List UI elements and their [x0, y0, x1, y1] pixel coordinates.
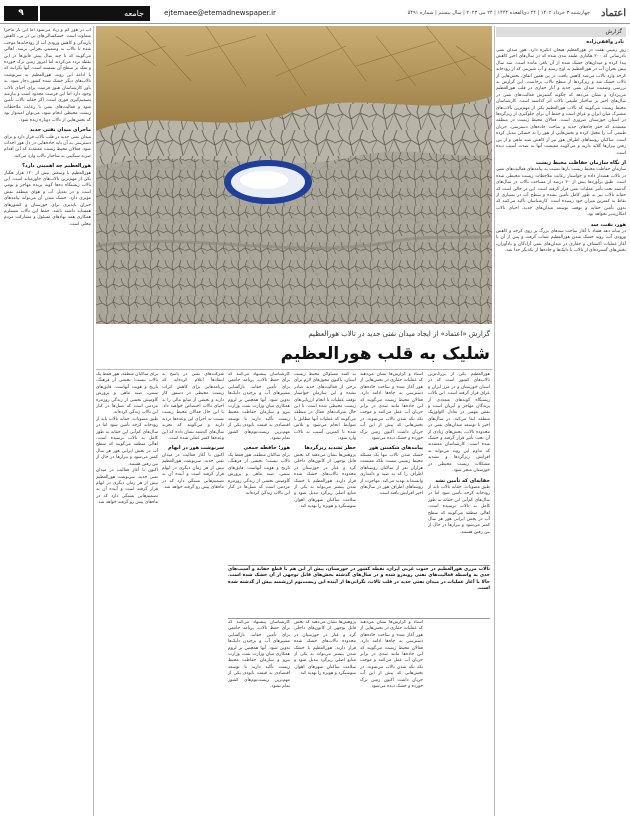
side-subhead-2: هور، نفت، سد — [590, 221, 626, 228]
side-text-3: در میانه دهه هفتاد با آغاز ساخت سدهای بزرگ بر روی کرخه و کاهش ورودی آب، روند خشک شدن هورالعظیم شتاب گرفت و پس از آن با آغاز عملیات اکتشاف و حفاری در میدان‌های نفتی آزادگان و یادآوران، بخش‌های گسترده‌ای از تالاب با دایک‌ها و جاده‌ها از یکدیگر جدا شد. — [496, 228, 626, 254]
side-text-2: سازمان حفاظت محیط زیست بارها نسبت به پیامدهای فعالیت‌های نفتی در تالاب هشدار داده و خواستار رعایت ملاحظات زیست محیطی شده است. طبق برآوردها بیش از ۳۰ درصد از مساحت تالاب در سال‌های گذشته تحت تأثیر عملیات نفتی قرار گرفته است. این در حالی است که حقابه تالاب نیز به طور کامل تأمین نشده و سطح آب در بسیاری از نقاط به کمترین میزان خود رسیده است. کارشناسان تأکید می‌کنند که بدون تأمین حقابه و توقف توسعه میدان‌های جدید، احیای تالاب امکان‌پذیر نخواهد بود. — [496, 167, 626, 218]
article-text-f: برای ساکنان منطقه، هور فقط یک تالاب نیست؛ بخشی از فرهنگ، تاریخ و هویت آنهاست. قایق‌های سنتی، صید ماهی و پرورش گاومیش بخشی از زندگی روزمره مردمی است که نسل‌ها در کنار این تالاب زندگی کرده‌اند. — [96, 372, 158, 416]
header-rule — [0, 23, 630, 24]
left-column — [4, 28, 91, 814]
section-label: گزارش — [496, 27, 626, 37]
article-column-6 — [96, 372, 158, 814]
lead-photo-cracked-wetland — [96, 26, 492, 324]
article-text-c2: پژوهش‌ها نشان می‌دهند که بخش قابل توجهی از کانون‌های داخلی گرد و غبار در خوزستان در محدوده تالاب‌های خشک شده قرار دارند. هورالعظیم با خشک شدن بیشتر می‌تواند به یکی از منابع اصلی ریزگرد تبدیل شود و سلامت ساکنان شهرهای اهواز، سوسنگرد و هویزه را تهدید کند. — [294, 452, 356, 510]
article-text-c: به گفته مسئولان محیط زیست استان، تاکنون مجوزهای لازم برای برخی از فعالیت‌های جدید صادر نشده و این سازمان خواستار توقف عملیات تا انجام ارزیابی‌های زیست محیطی شده است. با این حال شرکت‌های فعال در منطقه می‌گویند که عملیات آنها مطابق با ضوابط انجام می‌شود و تلاش شده تا کمترین آسیب به تالاب وارد شود. — [294, 372, 356, 442]
left-subhead-2: هورالعظیم چه اهمیتی دارد؟ — [22, 163, 91, 170]
article-text-b-lower: اسناد و گزارش‌ها نشان می‌دهند که عملیات حفاری در بخش‌هایی از هور آغاز شده و ساخت جاده‌های دسترسی به چاه‌ها ادامه دارد. فعالان محیط زیست می‌گویند که این جاده‌ها مانند سدی در برابر جریان آب عمل می‌کنند و موجب تکه تکه شدن تالاب می‌شوند. در بخش‌هایی که پیش از این آب جریان داشت اکنون زمین ترک خورده و خشک دیده می‌شود. — [360, 620, 423, 690]
article-subhead-e: سرنوشت هور در ابهام — [168, 445, 224, 452]
article-text-f2: طبق مصوبات، حقابه تالاب باید از رودخانه کرخه تأمین شود اما در سال‌های کم‌آبی این حقابه به طور کامل به تالاب نرسیده است. اهالی منطقه می‌گویند که سطح آب در بخش ایرانی هور هر سال کمتر می‌شود و نیزارها در حال از بین رفتن هستند. — [96, 416, 158, 467]
article-text-e: شرکت‌های نفتی در پاسخ به انتقادها اعلام کرده‌اند که برنامه‌هایی برای کاهش اثرات زیست محیطی در دستور کار دارند و بخشی از منابع مالی را به احیای تالاب اختصاص خواهند داد. با این حال فعالان محیط زیست نسبت به اجرای این وعده‌ها تردید دارند و می‌گویند که تجربه سال‌های گذشته نشان داده که این وعده‌ها کمتر عملی شده است. — [162, 372, 224, 442]
article-column-2-lower — [360, 620, 423, 814]
newspaper-logo: اعتماد — [600, 8, 626, 19]
article-column-5 — [162, 372, 224, 814]
article-text-c-lower: پژوهش‌ها نشان می‌دهند که بخش قابل توجهی از کانون‌های داخلی گرد و غبار در خوزستان در محدوده تالاب‌های خشک شده قرار دارند. هورالعظیم با خشک شدن بیشتر می‌تواند به یکی از منابع اصلی ریزگرد تبدیل شود و سلامت ساکنان شهرهای اهواز، سوسنگرد و هویزه را تهدید کند. — [294, 620, 356, 677]
article-text-d-lower: کارشناسان پیشنهاد می‌کنند که برای حفظ تالاب، برنامه جامعی برای تأمین حقابه، بازگشایی مسیرهای آب و برچیدن دایک‌ها تدوین شود. آنها همچنین بر لزوم همکاری میان وزارت نفت، وزارت نیرو و سازمان حفاظت محیط زیست تأکید دارند تا توسعه اقتصادی به قیمت نابودی یکی از مهم‌ترین زیست‌بوم‌های کشور تمام نشود. — [228, 620, 290, 690]
article-text-b: اسناد و گزارش‌ها نشان می‌دهند که عملیات حفاری در بخش‌هایی از هور آغاز شده و ساخت جاده‌های دسترسی به چاه‌ها ادامه دارد. فعالان محیط زیست می‌گویند که این جاده‌ها مانند سدی در برابر جریان آب عمل می‌کنند و موجب تکه تکه شدن تالاب می‌شوند. در بخش‌هایی که پیش از این آب جریان داشت اکنون زمین ترک خورده و خشک دیده می‌شود. — [360, 372, 423, 442]
section-title: جامعه — [40, 6, 150, 21]
article-text-e2: اکنون با آغاز فعالیت در میدان نفتی جدید، سرنوشت هورالعظیم بیش از هر زمان دیگری در ابهام قرار گرفته است و آینده آن به تصمیم‌هایی بستگی دارد که در ماه‌های پیش رو گرفته خواهد شد. — [162, 452, 224, 490]
article-column-4 — [228, 372, 290, 560]
article-headline: شلیک به قلب هورالعظیم — [280, 344, 490, 364]
left-text-bottom: هورالعظیم با وسعتی بیش از ۱۲۰ هزار هکتار یکی از مهم‌ترین تالاب‌های خاورمیانه است. این تالاب زیستگاه ده‌ها گونه پرنده مهاجر و بومی است و در تعدیل آب و هوای منطقه نقش مؤثری دارد. خشک شدن آن می‌تواند پیامدهای جبران ناپذیری برای خوزستان و کشورهای همسایه داشته باشد. حفظ این تالاب مستلزم همکاری همه نهادهای مسئول و مشارکت مردم محلی است. — [4, 170, 91, 227]
article-text-b2: خشک شدن تالاب تنها یک مسئله محیط زیستی نیست بلکه معیشت هزاران نفر از ساکنان روستاهای اطراف را که به صید و دامداری وابسته‌اند تهدید می‌کند. مهاجرت از روستاهای اطراف هور در سال‌های اخیر افزایش یافته است. — [360, 452, 423, 497]
article-subhead-d: هور؛ حافظه جمعی — [243, 445, 290, 452]
byline: نادر واقفی‌زاده — [586, 39, 624, 45]
left-subhead-1: ماجرای میدان نفتی جدید — [29, 127, 91, 134]
left-column-divider — [93, 26, 94, 816]
lead-photo-art — [96, 26, 492, 324]
article-text-d2: برای ساکنان منطقه، هور فقط یک تالاب نیست؛ بخشی از فرهنگ، تاریخ و هویت آنهاست. قایق‌های سنتی، صید ماهی و پرورش گاومیش بخشی از زندگی روزمره مردمی است که نسل‌ها در کنار این تالاب زندگی کرده‌اند. — [228, 452, 290, 497]
side-column — [496, 48, 626, 814]
left-text-mid: میدان نفتی جدید در قلب تالاب قرار دارد و برای دسترسی به آن باید جاده‌هایی در دل هور احداث شود. فعالان محیط زیست معتقدند که این اقدام ضربه سنگینی به ساختار تالاب وارد می‌کند. — [4, 134, 91, 159]
article-teaser: تالاب مرزی هورالعظیم در جنوب غربی ایران، نقطه کشور در خوزستان، پیش از این هم با قطع حقابه و آسیب‌های جدی به واسطه فعالیت‌های نفتی روبه‌رو شده و در سال‌های گذشته بخش‌های قابل توجهی از آن خشک شده است. حالا با آغاز عملیات در میدان نفتی جدید در قلب تالاب، نگرانی‌ها از آینده این زیست‌بوم ارزشمند بیش از گذشته شده است. — [228, 565, 490, 619]
article-column-3 — [294, 372, 356, 560]
article-subhead-b: پیامدهای شکستن هور — [368, 445, 423, 452]
section-email[interactable]: ejtemaee@etemadnewspaper.ir — [164, 9, 276, 17]
date-line: چهارشنبه ۳ خرداد ۱۴۰۲ | ۲۴ ذی‌القعده ۱۴۴۴ | ۲۴ می ۲۰۲۳ | سال بیستم | شماره ۵۴۹۱ — [407, 10, 590, 16]
article-column-4-lower — [228, 620, 290, 814]
article-text-f3: اکنون با آغاز فعالیت در میدان نفتی جدید، سرنوشت هورالعظیم بیش از هر زمان دیگری در ابهام قرار گرفته است و آینده آن به تصمیم‌هایی بستگی دارد که در ماه‌های پیش رو گرفته خواهد شد. — [96, 468, 158, 506]
article-text-a: هورالعظیم یکی از بزرگ‌ترین تالاب‌های کشور است که در استان خوزستان و در مرز ایران و عراق قرار گرفته است. این تالاب زیستگاه گونه‌های متعددی از پرندگان مهاجر و آبزیان است و نقش مهمی در تعادل اکولوژیک منطقه ایفا می‌کند. در سال‌های اخیر با توسعه میدان‌های نفتی در محدوده تالاب، بخش‌های زیادی از آن تحت تأثیر قرار گرفته و خشک شده است. کارشناسان معتقدند که تداوم این روند می‌تواند به افزایش ریزگردها و تشدید مشکلات زیست محیطی در خوزستان منجر شود. — [428, 372, 490, 474]
article-subhead-c: خطر تشدید ریزگردها — [304, 445, 356, 452]
article-column-3-lower — [294, 620, 356, 814]
page-header — [0, 6, 630, 21]
headline-rule — [96, 369, 492, 370]
page-number: ۹ — [4, 6, 38, 21]
side-text-1: روزِ زمینیِ هفت در هورالعظیم هیجان انگیزه دارد. هورِ میدان نفتی یادرسانی که ۳۰۰ هکتاری طبقه بندی شده که در سال‌های اخیر کاهش پیدا کرده و میدان‌های خشک شده از آن باقی مانده است. سه سال پیش بحرانِ آب در هورالعظیم به اوج رسید و آبِ شیرینی که از رودخانه کرخه وارد تالاب می‌شد کاهش یافت. در پی همین اتفاق، بخش‌هایی از تالاب خشک شد و ریزگردها از سطح تالاب برخاست. این گزارش به بررسی وضعیت میدان نفتی جدید و آثار حفاری در قلب هورالعظیم می‌پردازد و نشان می‌دهد که چگونه گسترش فعالیت‌های نفتی در سال‌های اخیر بر ساختار طبیعی تالاب اثر گذاشته است. کارشناسان محیط زیست می‌گویند که تالاب هورالعظیم یکی از مهم‌ترین تالاب‌های مشترک میان ایران و عراق است و حفظ آن برای جلوگیری از ریزگردها در استان خوزستان ضروری است. فعالان محیط زیست در منطقه معتقدند که حفر چاه‌های جدید و ساخت جاده‌های دسترسی، جریان طبیعی آب را مختل کرده و بخش‌هایی از هور را به خشکی تبدیل کرده است. ساکنان روستاهای اطراف هور نیز از کاهش صید ماهی و از بین رفتن نیزارها گلایه دارند و می‌گویند معیشت آنها به شدت آسیب دیده است. — [496, 48, 626, 156]
article-text-d: کارشناسان پیشنهاد می‌کنند که برای حفظ تالاب، برنامه جامعی برای تأمین حقابه، بازگشایی مسیرهای آب و برچیدن دایک‌ها تدوین شود. آنها همچنین بر لزوم همکاری میان وزارت نفت، وزارت نیرو و سازمان حفاظت محیط زیست تأکید دارند تا توسعه اقتصادی به قیمت نابودی یکی از مهم‌ترین زیست‌بوم‌های کشور تمام نشود. — [228, 372, 290, 442]
article-column-2 — [360, 372, 423, 560]
article-text-a2: طبق مصوبات، حقابه تالاب باید از رودخانه کرخه تأمین شود اما در سال‌های کم‌آبی این حقابه به طور کامل به تالاب نرسیده است. اهالی منطقه می‌گویند که سطح آب در بخش ایرانی هور هر سال کمتر می‌شود و نیزارها در حال از بین رفتن هستند. — [428, 484, 490, 535]
article-subhead-a: حقابه‌ای که تأمین نشد — [435, 477, 490, 484]
side-subhead-1: از نگاه سازمان حفاظت محیط زیست — [535, 159, 626, 166]
column-divider — [494, 26, 495, 816]
article-kicker: گزارش «اعتماد» از ایجاد میدان نفتی جدید در تالاب هورالعظیم — [308, 330, 490, 338]
left-text-top: آب در هور کم و زیاد می‌شود اما این بار ماجرا متفاوت است. خشکسالی‌های پی در پی، کاهش بارندگی و کاهش ورودی آب از رودخانه‌ها موجب شده تا تالاب به وضعیتی بحرانی برسد. اهالی می‌گویند که تا چند سال پیش قایق‌ها در این نقطه تردد می‌کردند اما امروز زمین ترک خورده و نمک بر سطح آن نشسته است. آنها نگرانند که با ادامه این روند، هورالعظیم به سرنوشت تالاب‌های دیگر خشک شده کشور دچار شود. به باور کارشناسان هنوز فرصت برای احیای تالاب وجود دارد اما این فرصت محدود است و نیازمند تصمیم‌گیری فوری است. اگر حقابه تالاب تأمین شود و فعالیت‌های نفتی با رعایت ملاحظات زیست محیطی انجام شود، می‌توان امیدوار بود که بخش‌هایی از تالاب دوباره زنده شود. — [4, 28, 91, 123]
